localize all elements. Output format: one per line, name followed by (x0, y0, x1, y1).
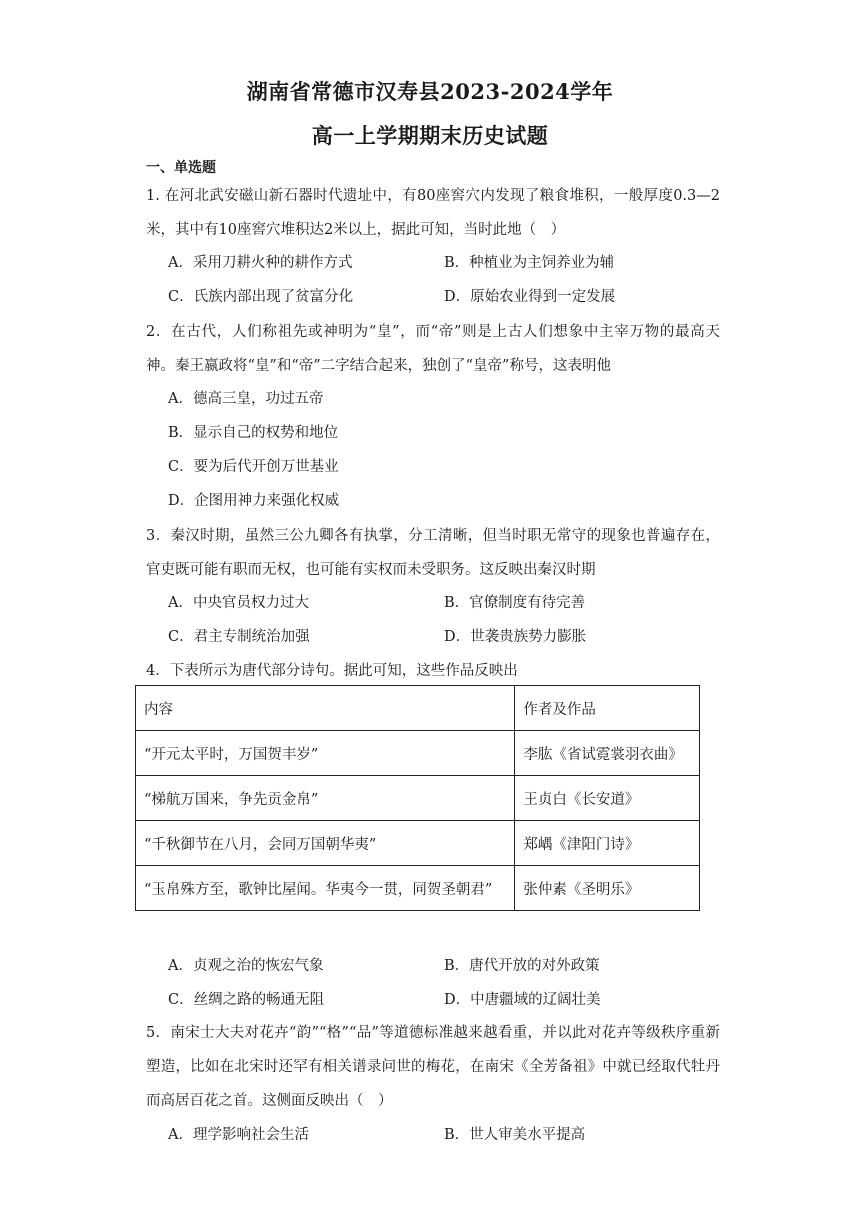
table-cell-author: 王贞白《长安道》 (515, 776, 700, 821)
poem-table (135, 685, 700, 911)
question-4-text: 4．下表所示为唐代部分诗句。据此可知，这些作品反映出 (146, 663, 518, 679)
question-2-option-a: A．德高三皇，功过五帝 (168, 391, 324, 407)
table-row (136, 821, 700, 866)
exam-title-line2: 高一上学期期末历史试题 (311, 123, 549, 148)
table-cell-content: “玉帛殊方至，歌钟比屋闻。华夷今一贯，同贺圣朝君” (136, 866, 515, 911)
table-header-row (136, 686, 700, 731)
question-1-option-d: D．原始农业得到一定发展 (444, 289, 616, 305)
exam-title-line1: 湖南省常德市汉寿县2023-2024学年 (246, 79, 614, 104)
question-1-option-b: B．种植业为主饲养业为辅 (444, 255, 615, 271)
question-4-option-b: B．唐代开放的对外政策 (444, 958, 600, 974)
question-3-option-d: D．世袭贵族势力膨胀 (444, 629, 587, 645)
question-3-option-b: B．官僚制度有待完善 (444, 595, 586, 611)
table-row (136, 866, 700, 911)
table-row (136, 776, 700, 821)
section-heading: 一、单选题 (146, 160, 216, 176)
question-5-option-b: B．世人审美水平提高 (444, 1127, 586, 1143)
question-2-option-b: B．显示自己的权势和地位 (168, 425, 339, 441)
table-cell-content: “梯航万国来，争先贡金帛” (136, 776, 515, 821)
question-4-option-d: D．中唐疆域的辽阔壮美 (444, 992, 601, 1008)
question-5-text: 5．南宋士大夫对花卉“韵”“格”“品”等道德标准越来越看重，并以此对花卉等级秩序重新塑造，比如在北宋时还罕有相关谱录问世的梅花，在南宋《全芳备祖》中就已经取代牡丹而高居百花之首。这侧面反映出（ ） (146, 1025, 720, 1109)
question-4-option-a: A．贞观之治的恢宏气象 (168, 958, 324, 974)
question-1-option-a: A．采用刀耕火种的耕作方式 (168, 255, 353, 271)
question-2-option-d: D．企图用神力来强化权威 (168, 493, 340, 509)
question-3-option-a: A．中央官员权力过大 (168, 595, 309, 611)
question-3-option-c: C．君主专制统治加强 (168, 629, 310, 645)
table-cell-content: “开元太平时，万国贺丰岁” (136, 731, 515, 776)
table-header-content: 内容 (136, 686, 515, 731)
table-cell-author: 郑嵎《津阳门诗》 (515, 821, 700, 866)
question-1-text: 1. 在河北武安磁山新石器时代遗址中，有80座窖穴内发现了粮食堆积，一般厚度0.3—2米，其中有10座窖穴堆积达2米以上，据此可知，当时此地（ ） (146, 188, 720, 238)
table-cell-content: “千秋御节在八月，会同万国朝华夷” (136, 821, 515, 866)
question-3-text: 3．秦汉时期，虽然三公九卿各有执掌，分工清晰，但当时职无常守的现象也普遍存在，官吏既可能有职而无权，也可能有实权而未受职务。这反映出秦汉时期 (146, 528, 720, 578)
table-cell-author: 李肱《省试霓裳羽衣曲》 (515, 731, 700, 776)
question-5-option-a: A．理学影响社会生活 (168, 1127, 309, 1143)
question-2-text: 2．在古代，人们称祖先或神明为“皇”，而“帝”则是上古人们想象中主宰万物的最高天神。秦王嬴政将“皇”和“帝”二字结合起来，独创了“皇帝”称号，这表明他 (146, 324, 720, 374)
question-4-option-c: C．丝绸之路的畅通无阻 (168, 992, 325, 1008)
table-header-author: 作者及作品 (515, 686, 700, 731)
question-1-option-c: C．氏族内部出现了贫富分化 (168, 289, 354, 305)
table-cell-author: 张仲素《圣明乐》 (515, 866, 700, 911)
question-2-option-c: C．要为后代开创万世基业 (168, 459, 339, 475)
table-row (136, 731, 700, 776)
